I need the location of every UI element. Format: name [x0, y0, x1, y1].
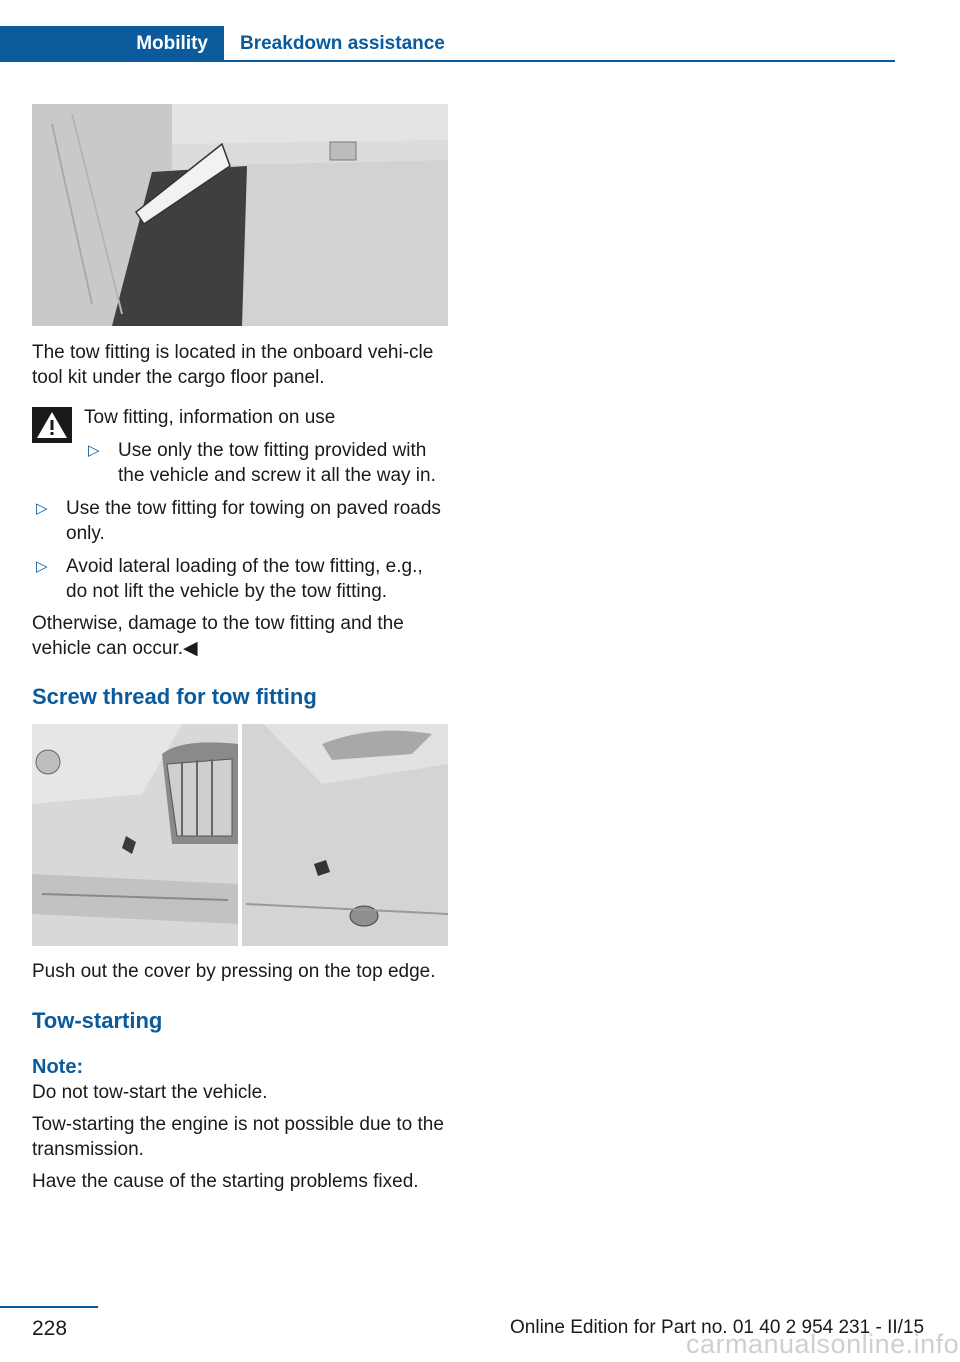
- cargo-area-drawing: [32, 104, 448, 326]
- watermark: carmanualsonline.info: [686, 1329, 960, 1359]
- bumper-cover-illustration: [32, 724, 448, 946]
- note-line: Have the cause of the starting problems fixed.: [32, 1171, 419, 1192]
- section-heading-screw-thread: Screw thread for tow fitting: [32, 684, 317, 709]
- intro-text: The tow fitting is located in the onboard vehi‐cle tool kit under the cargo floor panel.: [32, 342, 434, 388]
- cover-instruction-text: Push out the cover by pressing on the top edge.: [32, 961, 436, 982]
- main-column: [32, 104, 448, 1194]
- footer-rule: [0, 1306, 98, 1308]
- bullet-text: Use the tow fitting for towing on paved roads only.: [66, 498, 441, 544]
- warning-bullet: [32, 554, 448, 604]
- page-number: 228: [32, 1317, 68, 1340]
- edition-info: Online Edition for Part no. 01 40 2 954 231 - II/15: [510, 1317, 925, 1338]
- bullet-text: Use only the tow fitting provided with the vehicle and screw it all the way in.: [118, 440, 436, 486]
- warning-triangle-icon: [32, 407, 72, 443]
- chapter-tab: Breakdown assistance: [224, 26, 895, 62]
- note-line: Do not tow-start the vehicle.: [32, 1082, 268, 1103]
- bullet-marker: ▷: [88, 442, 100, 459]
- warning-conclusion: Otherwise, damage to the tow fitting and the vehicle can occur.◀: [32, 613, 404, 659]
- bullet-marker: ▷: [36, 558, 48, 575]
- note-label: Note:: [32, 1056, 84, 1078]
- warning-block: [32, 405, 448, 488]
- bullet-marker: ▷: [36, 500, 48, 517]
- section-tab: Mobility: [0, 26, 224, 62]
- bullet-text: Avoid lateral loading of the tow fitting, e.g., do not lift the vehicle by the tow fitting.: [66, 556, 423, 602]
- warning-bullet: [32, 496, 448, 546]
- header-rule: [224, 60, 895, 62]
- note-line: Tow-starting the engine is not possible due to the transmission.: [32, 1114, 444, 1160]
- page-header: [0, 26, 895, 62]
- section-heading-tow-starting: Tow-starting: [32, 1008, 163, 1033]
- bumper-drawing: [32, 724, 448, 946]
- warning-title: Tow fitting, information on use: [84, 407, 336, 428]
- cargo-floor-illustration: [32, 104, 448, 326]
- warning-bullet: [84, 438, 448, 488]
